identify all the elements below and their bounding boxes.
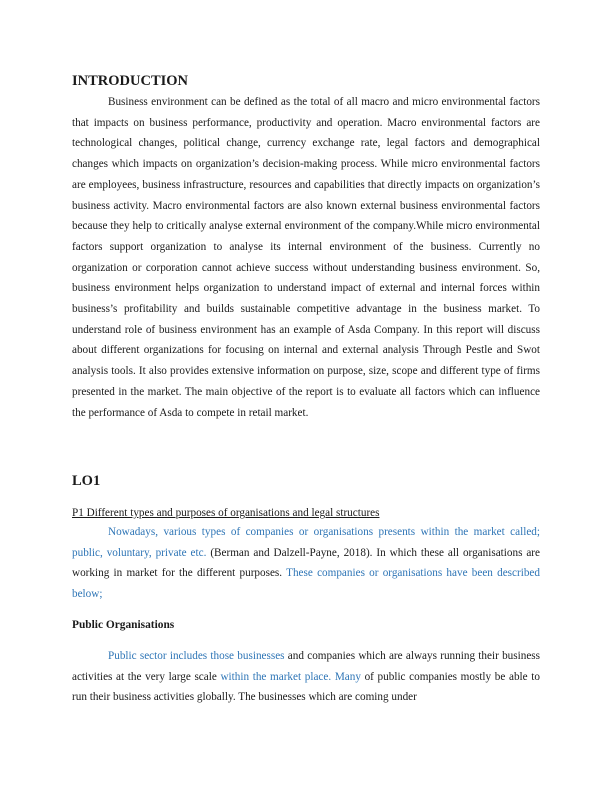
body-text: (Berman and Dalzell-Payne, 2018). In which these all organisations are working in market for the different purposes. (72, 546, 541, 580)
highlighted-text: within the market place. (220, 670, 332, 683)
body-text: of public companies mostly be able to run their business activities globally. The businesses which are coming under (72, 670, 540, 704)
highlighted-text: Many (334, 670, 361, 683)
body-text: and companies which are always running their business activities at the very large scale (72, 650, 540, 683)
organisation-types-paragraph (72, 522, 540, 605)
p1-subheading: P1 Different types and purposes of organisations and legal structures (72, 507, 380, 519)
highlighted-text: Nowadays, various types of companies or organisations presents within the market called; public, voluntary, private etc. (72, 526, 540, 559)
lo1-heading: LO1 (72, 473, 101, 489)
introduction-heading: INTRODUCTION (72, 73, 189, 89)
introduction-text: Business environment can be defined as the total of all macro and micro environmental factors that impacts on business performance, productivity and operation. Macro environmental factors are technological changes, political change, currency exchange rate, legal factors and demographical changes which impacts on organization’s decision-making process. While micro environmental factors are employees, business infrastructure, resources and capabilities that directly impacts on organization’s business activity. Macro environmental factors are also known external business environmental factors because they help to critically analyse external environment of the company.While micro environmental factors support organization to analyse its internal environment of the business. Currently no organization or corporation cannot achieve success without understanding business environment. So, business environment helps organization to understand impact of external and internal forces within business’s profitability and builds sustainable competitive advantage in the business market. To understand role of business environment has an example of Asda Company. In this report will discuss about different organizations for focusing on internal and external analysis Through Pestle and Swot analysis tools. It also provides extensive information on purpose, size, scope and different type of firms presented in the market. The main objective of the report is to evaluate all factors which can influence the performance of Asda to compete in retail market. (72, 96, 540, 419)
public-organisations-paragraph (72, 646, 540, 708)
highlighted-text: Public sector includes those businesses (108, 650, 285, 662)
public-organisations-heading: Public Organisations (72, 619, 175, 631)
introduction-paragraph (72, 92, 540, 423)
highlighted-text: These companies or organisations have been described below; (72, 567, 540, 601)
